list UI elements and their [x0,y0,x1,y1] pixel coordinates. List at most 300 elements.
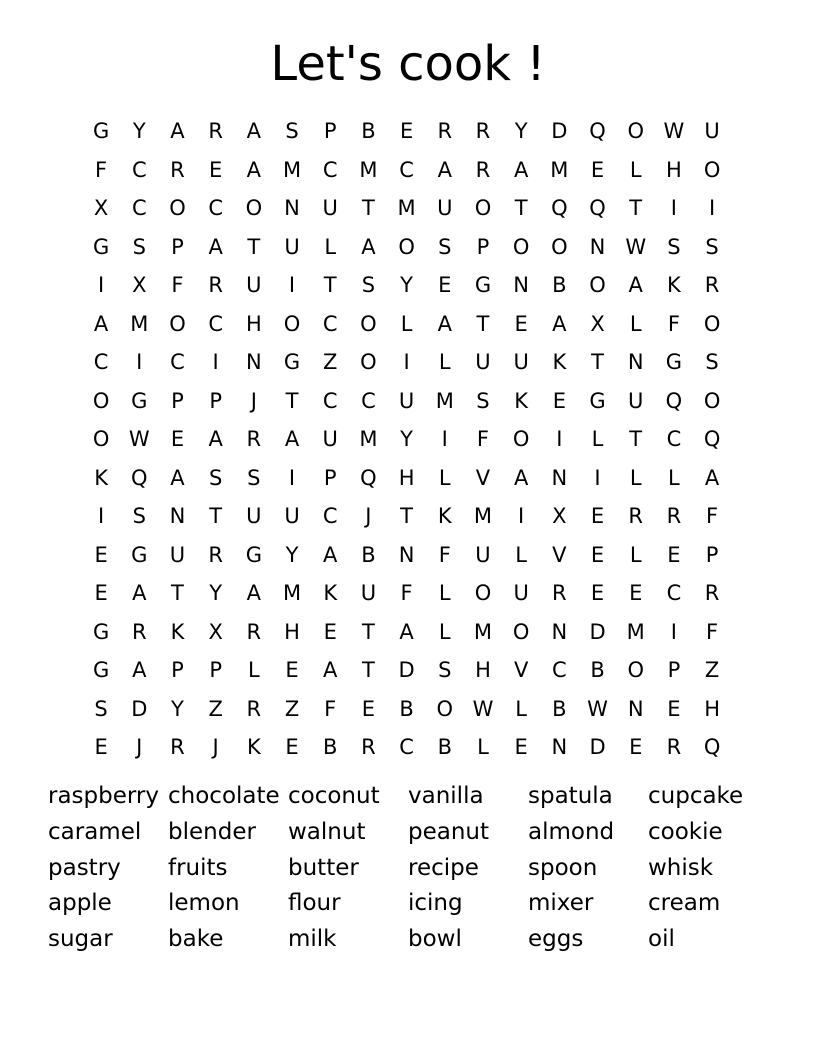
grid-letter: L [629,157,642,182]
grid-letter: G [474,273,492,298]
grid-letter: O [512,619,530,644]
grid-letter: M [282,581,302,606]
grid-letter: S [94,696,108,721]
grid-letter: B [323,735,338,760]
grid-letter: X [132,273,147,298]
grid-letter: T [285,388,299,413]
grid-letter: H [284,619,300,644]
grid-letter: B [437,735,452,760]
grid-letter: I [288,273,296,298]
grid-letter: O [169,311,186,336]
grid-letter: D [551,119,568,144]
grid-letter: L [515,696,527,721]
grid-letter: L [591,427,604,452]
grid-row [82,459,732,498]
grid-letter: I [97,504,105,529]
word-list-item: pastry [48,854,121,881]
grid-letter: E [629,581,643,606]
grid-letter: K [170,619,185,644]
grid-letter: T [323,273,337,298]
grid-letter: T [476,311,490,336]
grid-letter: U [513,350,529,375]
grid-row [82,343,732,382]
word-list-item: almond [528,818,615,845]
grid-letter: B [552,696,567,721]
grid-letter: C [93,350,109,375]
word-list-item: spatula [528,783,613,809]
grid-letter: T [514,196,528,221]
grid-letter: P [209,388,222,413]
grid-letter: F [324,696,337,721]
grid-letter: Y [171,696,184,721]
grid-letter: S [285,119,299,144]
word-list-item: recipe [408,854,479,881]
grid-letter: C [131,157,147,182]
grid-letter: B [552,273,567,298]
word-list-item: bake [168,926,224,953]
grid-letter: E [514,735,528,760]
grid-letter: G [92,658,110,683]
grid-letter: H [475,658,491,683]
grid-letter: S [705,350,719,375]
grid-letter: Q [551,196,568,221]
grid-letter: A [628,273,643,298]
grid-letter: T [247,234,261,259]
grid-letter: L [515,542,527,567]
grid-letter: R [475,157,491,182]
grid-letter: M [282,157,302,182]
grid-letter: T [171,581,184,606]
grid-letter: W [625,234,647,259]
grid-letter: N [398,542,415,567]
grid-letter: U [322,427,338,452]
grid-letter: A [323,542,338,567]
grid-letter: P [209,658,222,683]
grid-letter: Z [704,658,720,683]
grid-letter: R [361,735,376,760]
grid-letter: Q [703,735,721,760]
grid-letter: M [397,196,416,221]
grid-letter: O [703,388,721,413]
grid-letter: C [322,504,338,529]
word-list-item: lemon [168,890,240,917]
grid-letter: R [246,696,262,721]
grid-row [82,536,732,575]
grid-letter: Q [665,388,683,413]
grid-letter: S [705,234,719,259]
grid-letter: U [284,504,300,529]
grid-letter: Q [589,196,606,221]
grid-letter: L [438,581,451,606]
grid-letter: D [398,658,415,683]
grid-row [82,574,732,613]
grid-letter: A [246,119,262,144]
grid-letter: J [212,735,219,760]
word-list [48,780,768,959]
grid-letter: A [132,658,147,683]
grid-letter: F [667,311,680,336]
grid-letter: O [703,157,721,182]
grid-letter: T [361,619,375,644]
grid-letter: E [667,542,681,567]
grid-letter: T [361,658,375,683]
grid-letter: Q [131,465,148,490]
grid-letter: L [400,311,413,336]
word-list-item: vanilla [408,783,484,809]
grid-letter: A [170,119,185,144]
grid-letter: F [706,619,719,644]
grid-letter: W [472,696,494,721]
grid-letter: V [513,658,529,683]
grid-letter: C [666,427,682,452]
grid-letter: R [208,542,223,567]
grid-letter: O [627,119,644,144]
grid-letter: S [361,273,376,298]
grid-row [82,497,732,536]
grid-letter: A [93,311,109,336]
grid-letter: G [245,542,262,567]
word-list-item: peanut [408,818,490,845]
grid-letter: K [514,388,529,413]
grid-row [82,151,732,190]
grid-letter: Q [360,465,377,490]
grid-letter: U [246,273,262,298]
grid-letter: E [590,542,605,567]
grid-letter: R [208,119,223,144]
grid-letter: K [437,504,452,529]
grid-letter: O [474,196,492,221]
grid-letter: I [212,350,219,375]
grid-letter: E [94,581,108,606]
grid-row [82,728,732,767]
grid-letter: Z [208,696,223,721]
grid-letter: C [552,658,567,683]
grid-letter: M [550,157,569,182]
grid-letter: Y [132,119,146,144]
grid-letter: O [703,311,721,336]
word-search-grid [82,112,732,767]
grid-letter: C [208,311,223,336]
word-list-item: walnut [288,818,366,845]
grid-letter: T [591,350,604,375]
grid-letter: B [399,696,414,721]
grid-letter: L [438,619,451,644]
grid-letter: G [131,542,148,567]
grid-letter: A [208,427,223,452]
grid-letter: L [629,542,642,567]
grid-letter: X [590,311,605,336]
grid-letter: O [169,196,186,221]
grid-letter: T [361,196,375,221]
grid-letter: X [208,619,223,644]
grid-letter: I [556,427,563,452]
grid-letter: E [285,658,299,683]
grid-letter: A [208,234,223,259]
grid-letter: D [589,619,606,644]
grid-letter: N [513,273,530,298]
word-list-item: oil [648,926,675,953]
grid-letter: U [437,196,453,221]
grid-row [82,305,732,344]
grid-letter: O [512,234,530,259]
page-title: Let's cook ! [270,36,546,92]
grid-letter: N [589,234,606,259]
grid-letter: A [246,581,262,606]
grid-letter: U [398,388,415,413]
grid-letter: C [361,388,376,413]
grid-letter: E [399,119,414,144]
grid-letter: H [398,465,415,490]
grid-letter: U [513,581,529,606]
grid-letter: U [246,504,262,529]
grid-row [82,189,732,228]
grid-letter: M [473,619,493,644]
grid-row [82,112,732,151]
grid-letter: N [284,196,300,221]
grid-letter: S [438,658,452,683]
grid-letter: L [668,465,680,490]
grid-letter: A [437,157,452,182]
grid-letter: R [704,581,720,606]
word-list-item: cream [648,890,721,917]
grid-letter: G [665,350,683,375]
grid-letter: G [92,234,110,259]
grid-letter: G [131,388,148,413]
word-list-item: cupcake [648,783,744,809]
grid-letter: S [667,234,681,259]
grid-letter: H [704,696,720,721]
grid-letter: S [247,465,261,490]
grid-letter: A [513,157,529,182]
grid-letter: M [359,427,378,452]
word-list-item: fruits [168,854,228,881]
grid-letter: L [629,465,642,490]
grid-letter: O [360,311,377,336]
grid-letter: A [246,157,262,182]
grid-letter: A [704,465,720,490]
grid-letter: M [473,504,493,529]
grid-letter: O [360,350,377,375]
grid-letter: B [361,542,376,567]
word-list-item: chocolate [168,783,280,809]
grid-letter: O [512,427,530,452]
grid-letter: I [670,196,677,221]
grid-letter: N [551,465,568,490]
grid-letter: W [587,696,608,721]
grid-letter: F [706,504,719,529]
grid-letter: J [250,388,257,413]
grid-letter: X [93,196,109,221]
grid-letter: O [245,196,263,221]
grid-letter: X [552,504,567,529]
grid-letter: R [475,119,491,144]
grid-letter: O [627,658,644,683]
grid-letter: P [323,465,337,490]
grid-row [82,613,732,652]
word-list-item: sugar [48,926,113,953]
grid-letter: Q [589,119,606,144]
grid-letter: U [360,581,377,606]
grid-letter: I [708,196,716,221]
grid-letter: L [438,465,451,490]
grid-letter: S [208,465,223,490]
grid-letter: C [322,157,338,182]
word-list-item: eggs [528,926,584,953]
grid-letter: R [704,273,720,298]
grid-letter: V [552,542,567,567]
grid-letter: D [589,735,606,760]
grid-letter: F [400,581,413,606]
grid-letter: R [666,735,682,760]
word-list-item: blender [168,818,256,845]
grid-letter: R [246,619,262,644]
grid-letter: E [552,388,566,413]
grid-letter: A [361,234,376,259]
grid-letter: L [629,311,642,336]
word-list-item: whisk [648,854,714,881]
grid-letter: C [170,350,185,375]
grid-letter: C [399,735,414,760]
grid-letter: I [288,465,296,490]
grid-letter: T [209,504,223,529]
grid-letter: R [666,504,682,529]
grid-row [82,690,732,729]
grid-letter: E [438,273,452,298]
grid-letter: Y [400,427,413,452]
grid-letter: E [94,542,108,567]
grid-letter: N [551,619,568,644]
grid-letter: Z [284,696,300,721]
grid-letter: O [92,427,110,452]
grid-letter: T [400,504,413,529]
grid-letter: T [629,427,643,452]
grid-letter: M [626,619,645,644]
grid-letter: R [552,581,567,606]
word-list-item: milk [288,926,337,953]
grid-letter: J [136,735,143,760]
grid-letter: U [169,542,186,567]
grid-letter: G [92,619,110,644]
grid-letter: K [94,465,108,490]
grid-letter: F [171,273,184,298]
grid-letter: R [628,504,644,529]
grid-letter: K [323,581,338,606]
grid-letter: R [131,619,147,644]
grid-letter: F [476,427,490,452]
grid-letter: P [476,234,490,259]
grid-letter: R [437,119,453,144]
grid-row [82,420,732,459]
grid-letter: S [476,388,490,413]
grid-letter: C [208,196,223,221]
grid-letter: C [399,157,414,182]
grid-letter: D [131,696,148,721]
grid-letter: H [666,157,682,182]
grid-letter: Z [323,350,338,375]
grid-letter: I [136,350,143,375]
word-list-item: raspberry [48,783,160,809]
grid-letter: S [132,234,146,259]
grid-letter: G [92,119,110,144]
grid-letter: E [209,157,223,182]
grid-letter: C [131,196,147,221]
grid-row [82,382,732,421]
grid-letter: E [590,504,605,529]
grid-letter: Y [285,542,299,567]
grid-letter: B [361,119,376,144]
grid-letter: I [594,465,601,490]
word-list-item: apple [48,890,112,917]
word-list-item: caramel [48,818,142,845]
grid-letter: N [245,350,262,375]
grid-letter: U [322,196,338,221]
grid-row [82,266,732,305]
grid-letter: O [398,234,415,259]
grid-letter: E [629,735,643,760]
grid-letter: A [399,619,414,644]
grid-letter: M [435,388,454,413]
grid-letter: W [663,119,685,144]
grid-letter: S [132,504,146,529]
grid-letter: E [667,696,681,721]
grid-letter: K [246,735,261,760]
grid-letter: J [365,504,372,529]
grid-letter: O [551,234,568,259]
grid-letter: C [322,311,338,336]
grid-letter: A [170,465,185,490]
grid-letter: P [171,658,184,683]
grid-letter: N [169,504,186,529]
word-list-item: cookie [648,818,723,845]
word-list-item: mixer [528,890,594,917]
grid-letter: A [437,311,452,336]
grid-letter: R [170,157,185,182]
grid-letter: C [666,581,682,606]
grid-letter: T [629,196,643,221]
grid-letter: U [628,388,644,413]
grid-letter: E [514,311,528,336]
grid-letter: U [475,350,491,375]
word-list-item: icing [408,890,463,917]
grid-row [82,228,732,267]
grid-letter: W [128,427,150,452]
grid-letter: E [94,735,108,760]
grid-letter: G [283,350,301,375]
grid-letter: N [627,350,644,375]
grid-letter: A [323,658,338,683]
grid-letter: R [170,735,185,760]
grid-letter: I [518,504,525,529]
grid-letter: P [171,234,184,259]
grid-letter: U [284,234,300,259]
grid-letter: E [590,157,605,182]
grid-letter: E [285,735,299,760]
grid-letter: A [552,311,567,336]
grid-letter: K [552,350,567,375]
grid-letter: I [403,350,410,375]
grid-letter: P [323,119,337,144]
grid-letter: R [246,427,262,452]
word-list-item: flour [288,890,341,917]
grid-letter: A [513,465,529,490]
grid-letter: B [590,658,605,683]
grid-letter: P [171,388,184,413]
grid-letter: E [361,696,376,721]
grid-letter: M [130,311,149,336]
grid-letter: S [438,234,452,259]
grid-letter: U [704,119,720,144]
grid-letter: N [551,735,568,760]
